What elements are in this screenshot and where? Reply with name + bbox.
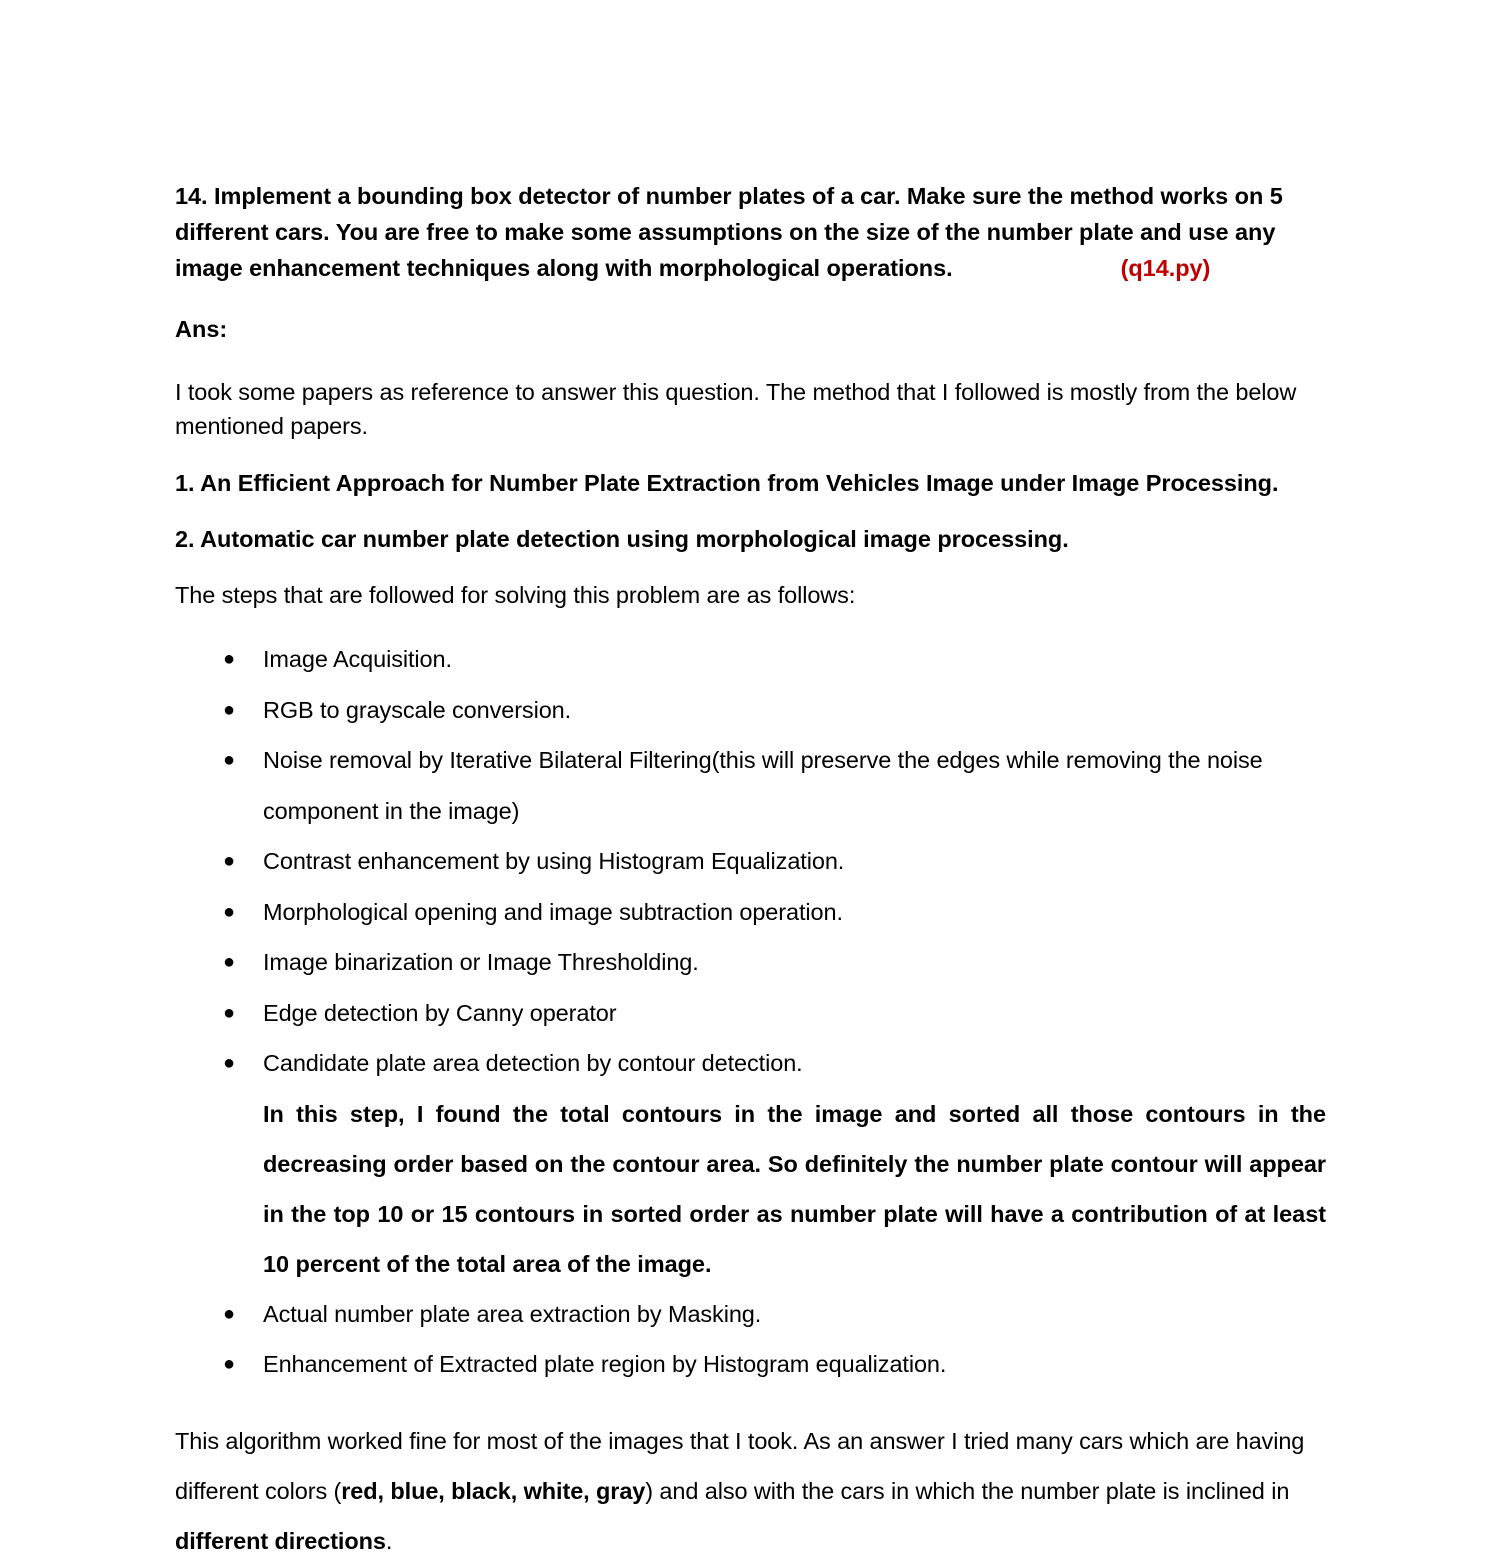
closing-text-part3: .	[385, 1527, 393, 1554]
step-explanation-note	[263, 1089, 1326, 1289]
list-item	[175, 1339, 1326, 1390]
list-item	[175, 685, 1326, 736]
list-item-label: Morphological opening and image subtraction operation.	[263, 898, 843, 925]
list-item-label: Enhancement of Extracted plate region by Histogram equalization.	[263, 1351, 947, 1377]
list-item-label: Image binarization or Image Thresholding.	[263, 949, 699, 975]
list-item	[175, 836, 1326, 887]
bullet-dot-icon: ●	[223, 1001, 235, 1024]
steps-list	[175, 634, 1326, 1089]
closing-paragraph	[175, 1416, 1326, 1566]
code-reference-label: (q14.py)	[1120, 255, 1211, 281]
list-item	[175, 1038, 1326, 1089]
bullet-dot-icon: ●	[223, 749, 235, 771]
bullet-dot-icon: ●	[223, 900, 235, 923]
list-item-label: Noise removal by Iterative Bilateral Filtering(this will preserve the edges while removing the noise component in the image)	[263, 747, 1263, 824]
list-item-label: Candidate plate area detection by contour detection.	[263, 1050, 803, 1076]
list-item	[175, 988, 1326, 1039]
document-body	[175, 178, 1326, 1566]
reference-item-2: 2. Automatic car number plate detection using morphological image processing.	[175, 526, 1069, 552]
bullet-dot-icon: ●	[223, 698, 235, 721]
closing-text-part2: ) and also with the cars in which the number plate is inclined in	[645, 1477, 1290, 1504]
list-item	[175, 937, 1326, 988]
list-item	[175, 735, 1326, 836]
list-item	[175, 634, 1326, 685]
steps-lead-in: The steps that are followed for solving this problem are as follows:	[175, 582, 856, 608]
steps-list-continued	[175, 1289, 1326, 1390]
bullet-dot-icon: ●	[223, 850, 235, 872]
bullet-dot-icon: ●	[223, 1302, 235, 1325]
list-item-label: Image Acquisition.	[263, 646, 452, 672]
bullet-dot-icon: ●	[223, 951, 235, 973]
list-item-label: Actual number plate area extraction by Masking.	[263, 1300, 762, 1327]
list-item	[175, 1289, 1326, 1340]
bullet-dot-icon: ●	[223, 1052, 235, 1074]
question-heading	[175, 178, 1326, 286]
bullet-dot-icon: ●	[223, 1353, 235, 1375]
closing-text-part1: This algorithm worked fine for most of the images that I took. As an answer I tried many cars which are having different colors (	[175, 1427, 1305, 1504]
intro-paragraph: I took some papers as reference to answer this question. The method that I followed is mostly from the below mentioned papers.	[175, 379, 1297, 439]
closing-colors-bold: red, blue, black, white, gray	[341, 1477, 646, 1504]
question-text: 14. Implement a bounding box detector of number plates of a car. Make sure the method works on 5 different cars. You are free to make some assumptions on the size of the number plate and use any image enhancement techniques along with morphological operations.	[175, 183, 1283, 281]
list-item-label: RGB to grayscale conversion.	[263, 696, 572, 723]
step-explanation-text: In this step, I found the total contours in the image and sorted all those contours in the decreasing order based on the contour area. So definitely the number plate contour will appear in the top 10 or 15 contours in sorted order as number plate will have a contribution of at least 10 percent of the total area of the image.	[263, 1100, 1326, 1277]
list-item-label: Contrast enhancement by using Histogram Equalization.	[263, 848, 845, 874]
list-item	[175, 887, 1326, 938]
bullet-dot-icon: ●	[223, 648, 235, 670]
reference-item-1: 1. An Efficient Approach for Number Plate Extraction from Vehicles Image under Image Processing.	[175, 470, 1279, 496]
answer-label: Ans:	[175, 316, 228, 342]
list-item-label: Edge detection by Canny operator	[263, 999, 617, 1026]
closing-directions-bold: different directions	[175, 1527, 386, 1554]
